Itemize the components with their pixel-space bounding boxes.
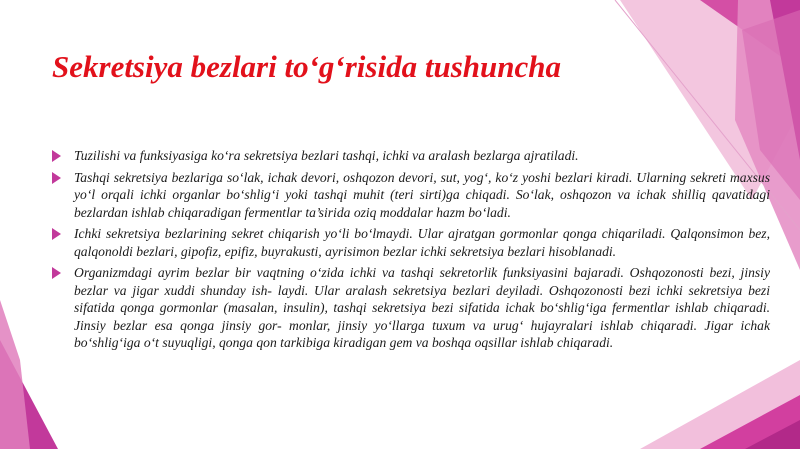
bullet-text: Tashqi sekretsiya bezlariga so‘lak, ichak devori, oshqozon devori, sut, yog‘, ko‘z yoshi bezlari kiradi. Ularning sekreti maxsus yo‘l orqali ichki organlar bo‘shlig‘i yoki tashqi muhit (teri sirti)ga chiqadi. So‘lak, oshqozon va ichak shilliq qavatidagi bezlardan ishlab chiqaradigan fermentlar ta’sirida oziq moddalar hazm bo‘ladi. xyxy=(74,169,770,220)
triangle-bullet-icon xyxy=(52,267,61,279)
bullet-text: Tuzilishi va funksiyasiga ko‘ra sekretsiya bezlari tashqi, ichki va aralash bezlarga ajratiladi. xyxy=(74,148,579,163)
triangle-bullet-icon xyxy=(52,228,61,240)
bullet-item xyxy=(50,169,770,222)
bullet-item xyxy=(50,147,770,165)
bullet-item xyxy=(50,264,770,352)
bullet-item xyxy=(50,225,770,260)
bullet-text: Ichki sekretsiya bezlarining sekret chiqarish yo‘li bo‘lmaydi. Ular ajratgan gormonlar qonga chiqariladi. Qalqonsimon bez, qalqonoldi bezlari, gipofiz, epifiz, buyrakusti, ayrisimon bezlar ichki sekretsiya bezlari hisoblanadi. xyxy=(74,226,770,259)
triangle-bullet-icon xyxy=(52,150,61,162)
bullet-text: Organizmdagi ayrim bezlar bir vaqtning o‘zida ichki va tashqi sekretorlik funksiyasini bajaradi. Oshqozonosti bezi, jinsiy bezlar va jigar xuddi shunday ish- laydi. Ular aralash sekretsiya bezlari deyiladi. Oshqozonosti bezi ichki sekretsiya bezi sifatida qonga gormonlar (masalan, insulin), tashqi sekretsiya bezi sifatida ichak bo‘shlig‘iga fermentlar ishlab chiqaradi. Jinsiy bezlar esa qonga jinsiy gor- monlar, jinsiy yo‘llarga tuxum va urug‘ hujayralari ishlab chiqaradi. Jigar ichak bo‘shlig‘iga o‘t suyuqligi, qonga qon tarkibiga kiradigan gem va boshqa oqsillar ishlab chiqaradi. xyxy=(74,265,770,350)
slide-title: Sekretsiya bezlari to‘g‘risida tushuncha xyxy=(52,49,561,84)
triangle-bullet-icon xyxy=(52,172,61,184)
bullet-list xyxy=(50,147,770,356)
